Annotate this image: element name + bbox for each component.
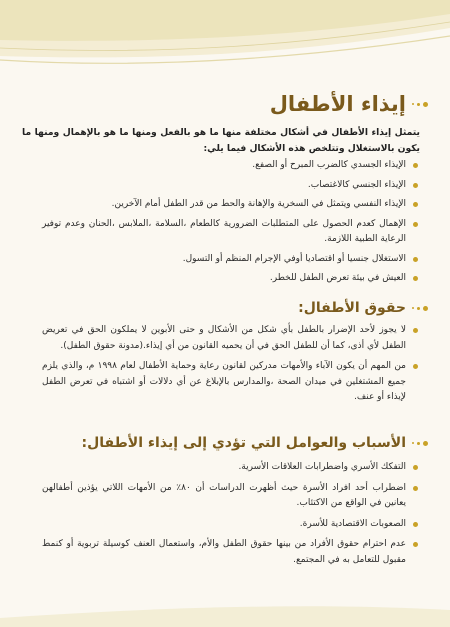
list-item: العيش في بيئة تعرض الطفل للخطر. (42, 271, 420, 287)
bullet-icon (413, 486, 418, 491)
list-item: عدم احترام حقوق الأفراد من بينها حقوق الطفل والأم، واستعمال العنف كوسيلة تربوية أو كنمط مقبول للتعامل به في المجتمع. (42, 537, 420, 568)
forms-list (42, 158, 420, 287)
heading-dots-icon (412, 441, 428, 446)
list-item: الإيذاء الجنسي كالاغتصاب. (42, 178, 420, 194)
list-item: التفكك الأسري واضطرابات العلاقات الأسرية. (42, 460, 420, 476)
top-decorative-swoosh (0, 0, 450, 90)
section-heading-rights: حقوق الأطفال: (298, 300, 406, 316)
causes-list (42, 460, 420, 568)
section-heading-causes: الأسباب والعوامل التي تؤدي إلى إيذاء الأطفال: (81, 435, 406, 451)
bullet-icon (413, 522, 418, 527)
bullet-icon (413, 542, 418, 547)
list-item: لا يجوز لأحد الإضرار بالطفل بأي شكل من الأشكال و حتى الأبوين لا يملكون الحق في تعريض الطفل لأي أذى، كما أن للطفل الحق في أن يحميه القانون من أي إيذاء.(مدونة حقوق الطفل). (42, 323, 420, 354)
bullet-icon (413, 202, 418, 207)
bullet-icon (413, 183, 418, 188)
bullet-icon (413, 276, 418, 281)
intro-paragraph: يتمثل إيذاء الأطفال في أشكال مختلفة منها ما هو بالفعل ومنها ما هو بالإهمال ومنها ما يكون بالاستغلال وتتلخص هذه الأشكال فيما يلي: (22, 127, 420, 154)
list-item: اضطراب أحد افراد الأسرة حيث أظهرت الدراسات أن ٨٠٪ من الأمهات اللاتي يؤذين أطفالهن يعانين في الواقع من الاكتئاب. (42, 481, 420, 512)
page-title: إيذاء الأطفال (269, 92, 406, 116)
list-item: الإهمال كعدم الحصول على المتطلبات الضرورية كالطعام ،السلامة ،الملابس ،الحنان وعدم توفير الرعاية الطبية اللازمة. (42, 217, 420, 248)
bullet-icon (413, 465, 418, 470)
bullet-icon (413, 222, 418, 227)
causes-heading-row (82, 435, 428, 451)
title-dots-icon (412, 102, 428, 107)
bottom-decorative-swoosh (0, 600, 450, 627)
list-item: الصعوبات الاقتصادية للأسرة. (42, 517, 420, 533)
bullet-icon (413, 163, 418, 168)
rights-heading-row (298, 300, 428, 316)
heading-dots-icon (412, 306, 428, 311)
list-item: الإيذاء الجسدي كالضرب المبرح أو الصفع. (42, 158, 420, 174)
main-title-row (270, 92, 428, 116)
list-item: الاستغلال جنسيا أو اقتصاديا أوفي الإجرام المنظم أو التسول. (42, 252, 420, 268)
bullet-icon (413, 257, 418, 262)
rights-list (42, 323, 420, 406)
bullet-icon (413, 328, 418, 333)
list-item: الإيذاء النفسي ويتمثل في السخرية والإهانة والحط من قدر الطفل أمام الآخرين. (42, 197, 420, 213)
bullet-icon (413, 364, 418, 369)
list-item: من المهم أن يكون الآباء والأمهات مدركين لقانون رعاية وحماية الأطفال لعام ١٩٩٨ م، والذي يلزم جميع المشتغلين في ميدان الصحة ،والمدارس بالإبلاغ عن أي دلالات أو اشتباه في تعرض الطفل لإيذاء أو عنف. (42, 359, 420, 406)
